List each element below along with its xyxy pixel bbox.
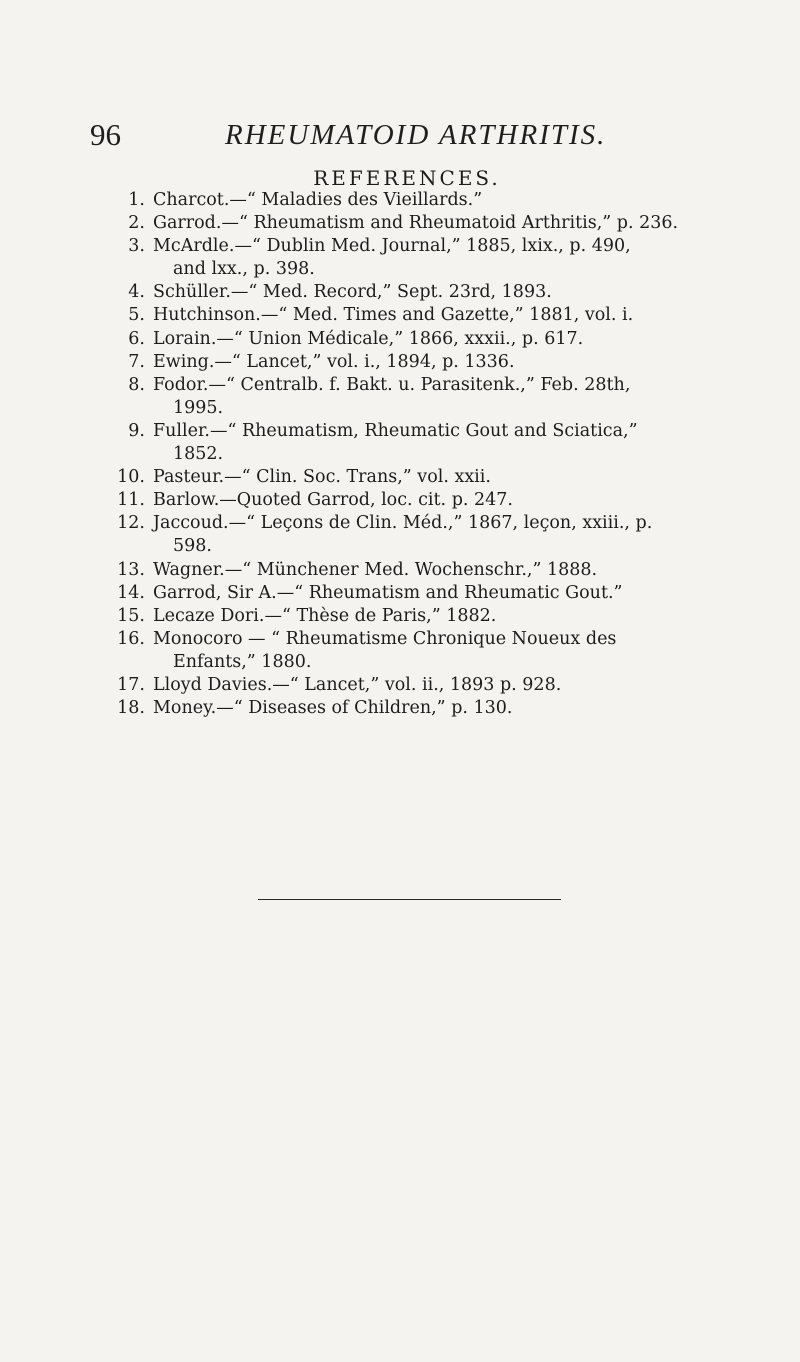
reference-text: Garrod.—“ Rheumatism and Rheumatoid Arthritis,” p. 236. — [153, 213, 679, 234]
reference-number: 5. — [128, 305, 145, 326]
reference-text: Lloyd Davies.—“ Lancet,” vol. ii., 1893 p. 928. — [153, 674, 562, 695]
reference-number: 4. — [128, 282, 145, 303]
reference-number: 13. — [117, 559, 145, 580]
reference-text: Fodor.—“ Centralb. f. Bakt. u. Parasitenk.,” Feb. 28th, 1995. — [153, 374, 631, 418]
reference-number: 7. — [128, 351, 145, 372]
reference-item — [96, 489, 746, 512]
reference-text: Wagner.—“ Münchener Med. Wochenschr.,” 1888. — [153, 559, 598, 580]
reference-number: 6. — [128, 328, 145, 349]
reference-item — [96, 235, 746, 281]
reference-item — [96, 582, 746, 605]
reference-number: 15. — [117, 605, 145, 626]
reference-number: 14. — [117, 582, 145, 603]
reference-text: Schüller.—“ Med. Record,” Sept. 23rd, 1893. — [153, 282, 552, 303]
reference-number: 3. — [128, 236, 145, 257]
reference-text: Lorain.—“ Union Médicale,” 1866, xxxii., p. 617. — [153, 328, 584, 349]
reference-number: 18. — [117, 698, 145, 719]
reference-item — [96, 512, 746, 558]
reference-number: 1. — [128, 190, 145, 210]
reference-item — [96, 374, 746, 420]
reference-text: Fuller.—“ Rheumatism, Rheumatic Gout and Sciatica,” 1852. — [153, 420, 638, 465]
reference-text: Jaccoud.—“ Leçons de Clin. Méd.,” 1867, leçon, xxiii., p. 598. — [153, 513, 653, 557]
reference-number: 9. — [128, 420, 145, 441]
reference-text: Money.—“ Diseases of Children,” p. 130. — [153, 698, 513, 719]
reference-list — [96, 189, 746, 720]
reference-text: Pasteur.—“ Clin. Soc. Trans,” vol. xxii. — [153, 467, 491, 488]
reference-item — [96, 281, 746, 304]
reference-item — [96, 674, 746, 697]
reference-text: Ewing.—“ Lancet,” vol. i., 1894, p. 1336. — [153, 351, 515, 372]
reference-item — [96, 697, 746, 720]
reference-item — [96, 559, 746, 582]
reference-text: Lecaze Dori.—“ Thèse de Paris,” 1882. — [153, 605, 497, 626]
reference-number: 10. — [117, 467, 145, 488]
reference-text: Charcot.—“ Maladies des Vieillards.” — [153, 190, 483, 210]
section-title: REFERENCES. — [313, 166, 501, 190]
reference-item — [96, 466, 746, 489]
reference-number: 12. — [117, 513, 145, 534]
reference-text: Garrod, Sir A.—“ Rheumatism and Rheumatic Gout.” — [153, 582, 623, 603]
reference-number: 11. — [117, 490, 145, 511]
reference-text: Barlow.—Quoted Garrod, loc. cit. p. 247. — [153, 490, 513, 511]
reference-item — [96, 605, 746, 628]
reference-item — [96, 328, 746, 351]
reference-item — [96, 420, 746, 466]
reference-number: 16. — [117, 628, 145, 649]
running-title: RHEUMATOID ARTHRITIS. — [225, 119, 607, 151]
running-head — [0, 116, 800, 156]
reference-number: 8. — [128, 374, 145, 395]
reference-text: Hutchinson.—“ Med. Times and Gazette,” 1881, vol. i. — [153, 305, 634, 326]
reference-item — [96, 189, 746, 212]
section-divider — [258, 899, 561, 900]
reference-text: McArdle.—“ Dublin Med. Journal,” 1885, lxix., p. 490, and lxx., p. 398. — [153, 236, 631, 280]
reference-item — [96, 351, 746, 374]
reference-item — [96, 628, 746, 674]
page-number: 96 — [90, 117, 121, 152]
reference-text: Monocoro — “ Rheumatisme Chronique Noueux des Enfants,” 1880. — [153, 628, 617, 672]
reference-number: 2. — [128, 213, 145, 234]
reference-item — [96, 304, 746, 327]
reference-item — [96, 212, 746, 235]
reference-number: 17. — [117, 674, 145, 695]
